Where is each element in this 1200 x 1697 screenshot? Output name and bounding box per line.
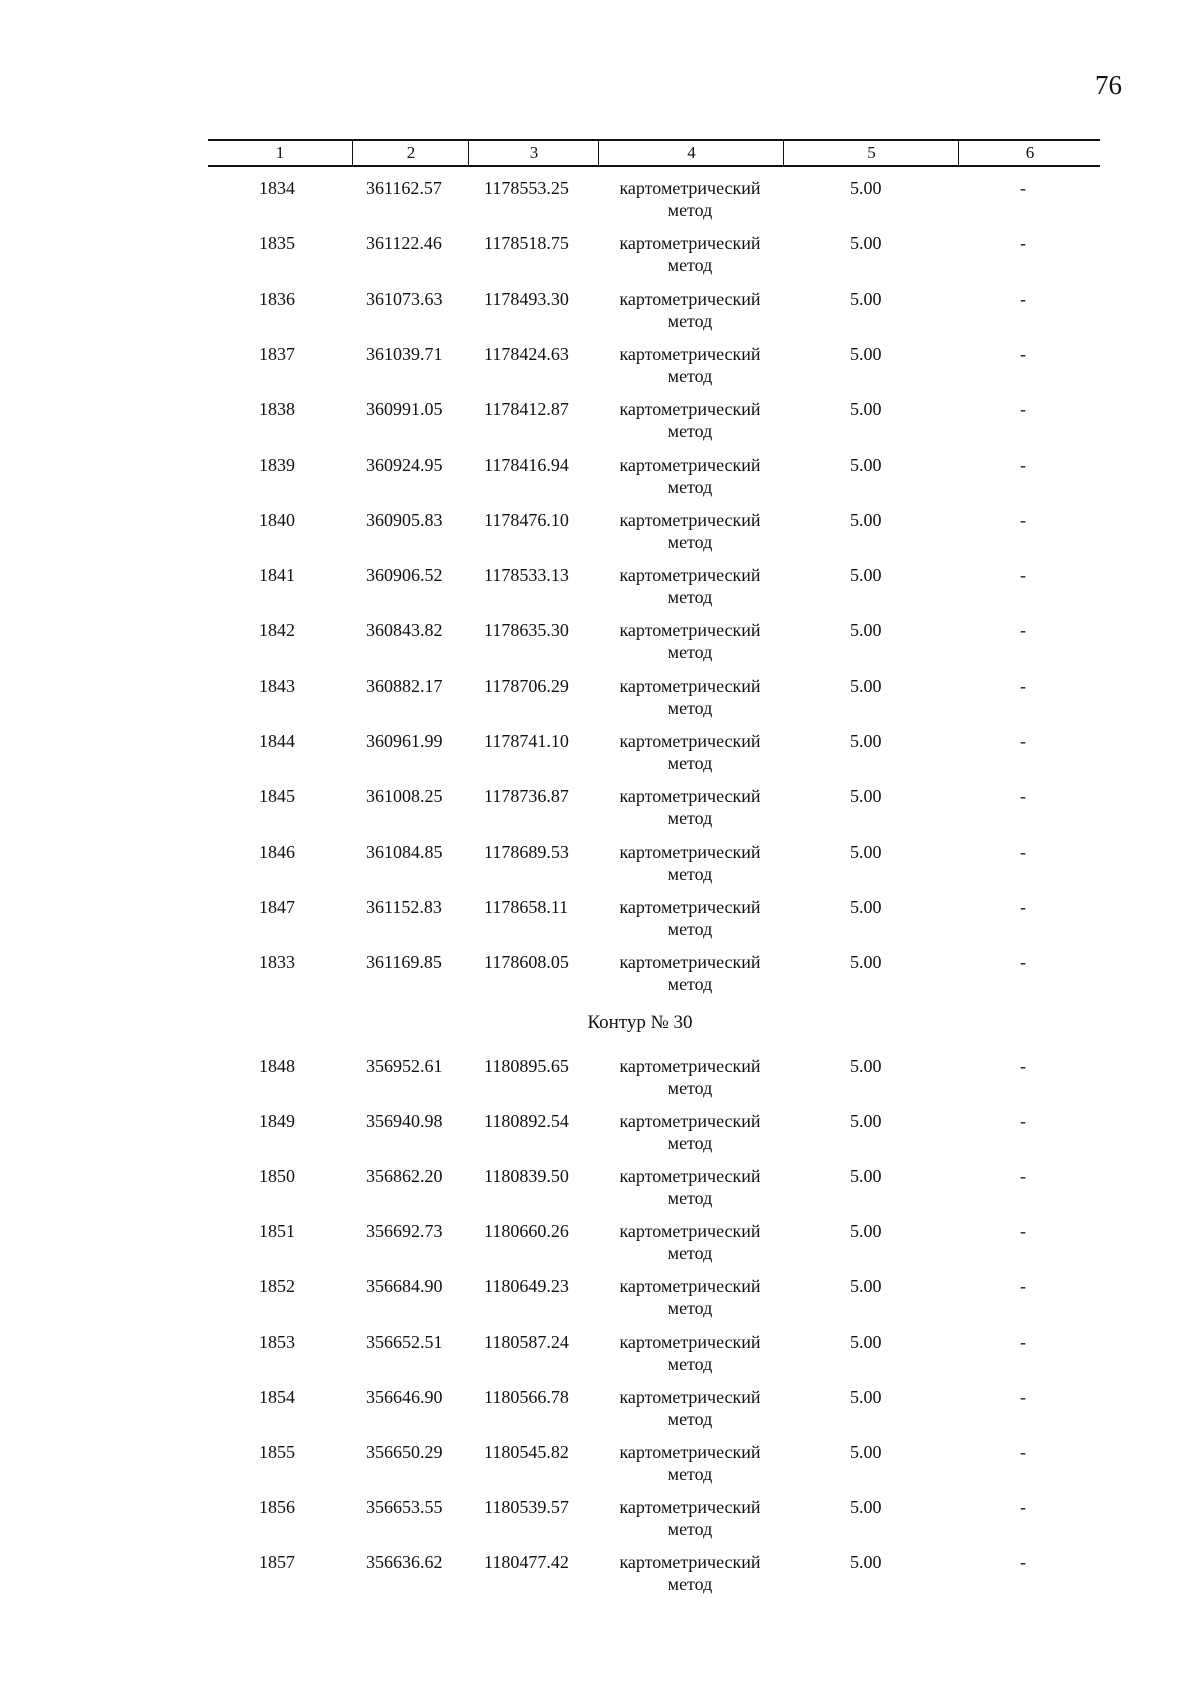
table-row	[0, 509, 1200, 559]
page-number: 76	[1095, 70, 1122, 100]
point-number: 1834	[259, 178, 295, 198]
description-value: -	[1020, 233, 1026, 254]
description-value: -	[1020, 1111, 1026, 1132]
description-value: -	[1020, 1551, 1026, 1572]
coordinate-y: 1178658.11	[484, 896, 569, 917]
point-number: 1844	[259, 731, 295, 751]
point-number: 1833	[259, 952, 295, 973]
method-cell	[600, 619, 780, 663]
coordinate-x: 361162.57	[366, 178, 442, 198]
coordinate-y: 1180587.24	[484, 1331, 569, 1352]
table-row	[0, 951, 1200, 1001]
table-row	[0, 343, 1200, 393]
method-line1: картометрический	[619, 565, 761, 586]
table-row	[0, 1441, 1200, 1491]
point-number: 1837	[259, 343, 295, 364]
description-value: -	[1020, 952, 1026, 973]
point-number: 1854	[259, 1386, 295, 1407]
coordinate-x: 356692.73	[366, 1221, 443, 1242]
method-cell	[600, 343, 780, 387]
method-line1: картометрический	[619, 841, 761, 862]
coordinate-y: 1180539.57	[484, 1496, 569, 1517]
table-row	[0, 177, 1200, 227]
precision-value: 5.00	[850, 1221, 882, 1242]
table-row	[0, 730, 1200, 780]
method-cell	[600, 951, 780, 995]
point-number: 1842	[259, 620, 295, 641]
method-cell	[600, 1331, 780, 1375]
table-row	[0, 841, 1200, 891]
method-line1: картометрический	[619, 1056, 761, 1076]
coordinate-y: 1180545.82	[484, 1441, 569, 1462]
method-line2: метод	[667, 1133, 713, 1154]
precision-value: 5.00	[850, 343, 882, 364]
method-line1: картометрический	[619, 1551, 761, 1572]
point-number: 1846	[259, 841, 295, 862]
method-line2: метод	[667, 808, 713, 829]
method-line2: метод	[667, 1188, 713, 1209]
coordinate-y: 1180839.50	[484, 1166, 569, 1187]
point-number: 1853	[259, 1331, 295, 1352]
method-cell	[600, 1496, 780, 1540]
method-line2: метод	[667, 476, 713, 497]
coordinate-x: 356952.61	[366, 1056, 443, 1076]
precision-value: 5.00	[850, 1276, 882, 1297]
precision-value: 5.00	[850, 1441, 882, 1462]
point-number: 1848	[259, 1056, 295, 1076]
description-value: -	[1020, 565, 1026, 586]
point-number: 1847	[259, 896, 295, 917]
coordinate-x: 356940.98	[366, 1111, 443, 1132]
precision-value: 5.00	[850, 399, 882, 420]
table-row	[0, 1275, 1200, 1325]
coordinate-x: 360905.83	[366, 509, 443, 530]
method-line1: картометрический	[619, 454, 761, 475]
point-number: 1839	[259, 454, 295, 475]
method-line2: метод	[667, 1243, 713, 1264]
description-value: -	[1020, 178, 1026, 198]
coordinate-x: 360906.52	[366, 565, 443, 586]
method-line1: картометрический	[619, 786, 761, 807]
header-col-1: 1	[275, 143, 285, 162]
description-value: -	[1020, 896, 1026, 917]
coordinate-y: 1178412.87	[484, 399, 569, 420]
method-cell	[600, 730, 780, 774]
method-cell	[600, 785, 780, 829]
table-row	[0, 1220, 1200, 1270]
method-cell	[600, 288, 780, 332]
method-line1: картометрический	[619, 1111, 761, 1132]
precision-value: 5.00	[850, 1056, 882, 1076]
method-cell	[600, 177, 780, 221]
method-line2: метод	[667, 753, 713, 773]
method-line2: метод	[667, 1573, 713, 1594]
method-line2: метод	[667, 974, 713, 995]
coordinate-y: 1178533.13	[484, 565, 569, 586]
coordinate-y: 1178424.63	[484, 343, 569, 364]
point-number: 1835	[259, 233, 295, 254]
description-value: -	[1020, 399, 1026, 420]
table-header	[208, 139, 1100, 167]
coordinate-x: 361008.25	[366, 786, 443, 807]
coordinate-x: 356636.62	[366, 1551, 443, 1572]
precision-value: 5.00	[850, 1386, 882, 1407]
method-cell	[600, 454, 780, 498]
point-number: 1845	[259, 786, 295, 807]
precision-value: 5.00	[850, 1111, 882, 1132]
coordinate-x: 361152.83	[366, 896, 442, 917]
method-line2: метод	[667, 1463, 713, 1484]
method-line2: метод	[667, 365, 713, 386]
coordinate-y: 1178635.30	[484, 620, 569, 641]
point-number: 1852	[259, 1276, 295, 1297]
table-row	[0, 1331, 1200, 1381]
coordinate-x: 361084.85	[366, 841, 443, 862]
description-value: -	[1020, 1056, 1026, 1076]
method-cell	[600, 1551, 780, 1595]
description-value: -	[1020, 343, 1026, 364]
method-line2: метод	[667, 863, 713, 884]
description-value: -	[1020, 1496, 1026, 1517]
description-value: -	[1020, 786, 1026, 807]
point-number: 1850	[259, 1166, 295, 1187]
point-number: 1855	[259, 1441, 295, 1462]
method-line1: картометрический	[619, 288, 761, 309]
coordinate-x: 356684.90	[366, 1276, 443, 1297]
method-line2: метод	[667, 200, 713, 220]
method-line2: метод	[667, 1298, 713, 1319]
table-row	[0, 1110, 1200, 1160]
point-number: 1857	[259, 1551, 295, 1572]
coordinate-y: 1178553.25	[484, 178, 569, 198]
coordinate-x: 360961.99	[366, 731, 443, 751]
coordinate-x: 361039.71	[366, 343, 443, 364]
coordinate-y: 1178518.75	[484, 233, 569, 254]
coordinate-y: 1180649.23	[484, 1276, 569, 1297]
method-line1: картометрический	[619, 1331, 761, 1352]
precision-value: 5.00	[850, 675, 882, 696]
precision-value: 5.00	[850, 288, 882, 309]
coordinate-x: 356653.55	[366, 1496, 443, 1517]
description-value: -	[1020, 288, 1026, 309]
precision-value: 5.00	[850, 952, 882, 973]
method-cell	[600, 675, 780, 719]
precision-value: 5.00	[850, 233, 882, 254]
description-value: -	[1020, 1331, 1026, 1352]
precision-value: 5.00	[850, 565, 882, 586]
description-value: -	[1020, 509, 1026, 530]
method-line1: картометрический	[619, 1166, 761, 1187]
table-row	[0, 619, 1200, 669]
description-value: -	[1020, 1276, 1026, 1297]
method-line1: картометрический	[619, 1496, 761, 1517]
method-line1: картометрический	[619, 233, 761, 254]
coordinate-y: 1178608.05	[484, 952, 569, 973]
method-cell	[600, 1386, 780, 1430]
coordinate-x: 361122.46	[366, 233, 442, 254]
method-cell	[600, 398, 780, 442]
header-col-2: 2	[352, 141, 469, 165]
coordinate-x: 356646.90	[366, 1386, 443, 1407]
method-line2: метод	[667, 1408, 713, 1429]
method-cell	[600, 1055, 780, 1099]
point-number: 1836	[259, 288, 295, 309]
header-col-3: 3	[468, 141, 599, 165]
point-number: 1840	[259, 509, 295, 530]
point-number: 1838	[259, 399, 295, 420]
method-cell	[600, 564, 780, 608]
point-number: 1843	[259, 675, 295, 696]
precision-value: 5.00	[850, 731, 882, 751]
method-cell	[600, 1275, 780, 1319]
table-row	[0, 288, 1200, 338]
table-row	[0, 232, 1200, 282]
method-line1: картометрический	[619, 620, 761, 641]
coordinate-y: 1178416.94	[484, 454, 569, 475]
description-value: -	[1020, 1441, 1026, 1462]
method-line2: метод	[667, 531, 713, 552]
coordinate-y: 1180566.78	[484, 1386, 569, 1407]
precision-value: 5.00	[850, 1331, 882, 1352]
method-line1: картометрический	[619, 509, 761, 530]
method-line2: метод	[667, 918, 713, 939]
description-value: -	[1020, 675, 1026, 696]
table-row	[0, 398, 1200, 448]
coordinate-x: 361169.85	[366, 952, 442, 973]
precision-value: 5.00	[850, 1166, 882, 1187]
method-line1: картометрический	[619, 1441, 761, 1462]
description-value: -	[1020, 841, 1026, 862]
coordinate-y: 1178493.30	[484, 288, 569, 309]
method-line2: метод	[667, 587, 713, 608]
coordinate-x: 356650.29	[366, 1441, 443, 1462]
coordinate-x: 360843.82	[366, 620, 443, 641]
precision-value: 5.00	[850, 178, 882, 198]
method-line2: метод	[667, 1078, 713, 1098]
method-line1: картометрический	[619, 731, 761, 751]
table-row	[0, 564, 1200, 614]
header-col-6: 6	[958, 141, 1101, 165]
coordinate-y: 1180892.54	[484, 1111, 569, 1132]
method-line1: картометрический	[619, 343, 761, 364]
precision-value: 5.00	[850, 841, 882, 862]
precision-value: 5.00	[850, 454, 882, 475]
coordinate-y: 1178689.53	[484, 841, 569, 862]
coordinate-y: 1178741.10	[484, 731, 569, 751]
coordinate-x: 361073.63	[366, 288, 443, 309]
description-value: -	[1020, 620, 1026, 641]
method-line1: картометрический	[619, 952, 761, 973]
method-cell	[600, 1110, 780, 1154]
method-line2: метод	[667, 642, 713, 663]
precision-value: 5.00	[850, 509, 882, 530]
coordinate-x: 360924.95	[366, 454, 443, 475]
point-number: 1849	[259, 1111, 295, 1132]
method-line1: картометрический	[619, 675, 761, 696]
method-cell	[600, 1220, 780, 1264]
method-line2: метод	[667, 255, 713, 276]
method-cell	[600, 896, 780, 940]
description-value: -	[1020, 1386, 1026, 1407]
table-row	[0, 1551, 1200, 1601]
coordinate-x: 360991.05	[366, 399, 443, 420]
method-cell	[600, 509, 780, 553]
point-number: 1856	[259, 1496, 295, 1517]
method-line1: картометрический	[619, 1221, 761, 1242]
method-line2: метод	[667, 310, 713, 331]
coordinate-x: 360882.17	[366, 675, 443, 696]
coordinate-y: 1178736.87	[484, 786, 569, 807]
coordinate-y: 1178476.10	[484, 509, 569, 530]
precision-value: 5.00	[850, 620, 882, 641]
table-row	[0, 1055, 1200, 1105]
point-number: 1841	[259, 565, 295, 586]
precision-value: 5.00	[850, 1496, 882, 1517]
description-value: -	[1020, 1221, 1026, 1242]
table-row	[0, 1165, 1200, 1215]
table-row	[0, 675, 1200, 725]
method-line1: картометрический	[619, 1276, 761, 1297]
method-line2: метод	[667, 421, 713, 442]
method-line1: картометрический	[619, 1386, 761, 1407]
method-line1: картометрический	[619, 896, 761, 917]
description-value: -	[1020, 731, 1026, 751]
coordinate-y: 1180660.26	[484, 1221, 569, 1242]
method-line2: метод	[667, 697, 713, 718]
coordinate-y: 1178706.29	[484, 675, 569, 696]
precision-value: 5.00	[850, 1551, 882, 1572]
method-line2: метод	[667, 1353, 713, 1374]
table-row	[0, 785, 1200, 835]
table-row	[0, 1386, 1200, 1436]
description-value: -	[1020, 454, 1026, 475]
table-row	[0, 896, 1200, 946]
description-value: -	[1020, 1166, 1026, 1187]
section-title: Контур № 30	[587, 1012, 693, 1033]
method-cell	[600, 232, 780, 276]
method-cell	[600, 1165, 780, 1209]
precision-value: 5.00	[850, 786, 882, 807]
header-col-5: 5	[783, 141, 959, 165]
method-line1: картометрический	[619, 178, 761, 198]
method-cell	[600, 1441, 780, 1485]
coordinate-x: 356862.20	[366, 1166, 443, 1187]
table-row	[0, 1496, 1200, 1546]
coordinate-y: 1180895.65	[484, 1056, 569, 1076]
method-line1: картометрический	[619, 399, 761, 420]
table-row	[0, 454, 1200, 504]
coordinate-y: 1180477.42	[484, 1551, 569, 1572]
header-col-4: 4	[598, 141, 784, 165]
coordinate-x: 356652.51	[366, 1331, 443, 1352]
point-number: 1851	[259, 1221, 295, 1242]
precision-value: 5.00	[850, 896, 882, 917]
method-cell	[600, 841, 780, 885]
method-line2: метод	[667, 1518, 713, 1539]
